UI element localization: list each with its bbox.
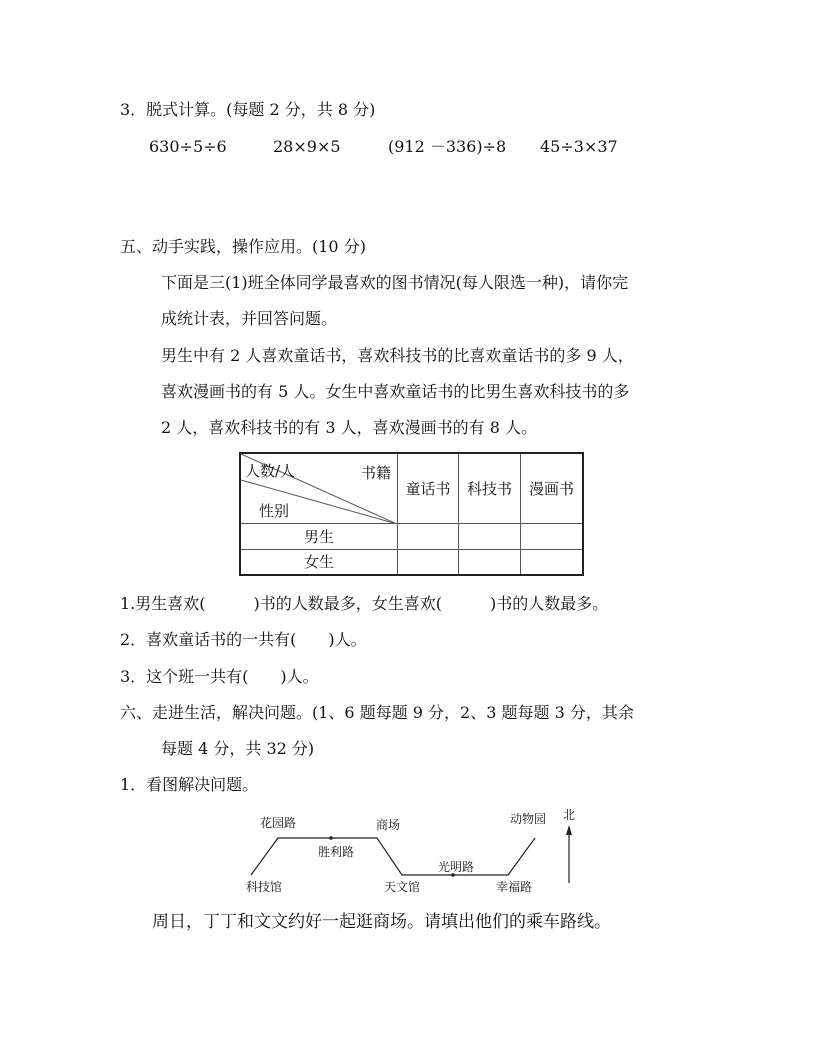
label-xingfu-road: 幸福路	[496, 880, 533, 894]
cell-girls-comic[interactable]	[521, 549, 584, 575]
q3-title: 3．脱式计算。(每题 2 分，共 8 分)	[120, 100, 376, 119]
cell-boys-science[interactable]	[459, 523, 521, 549]
section-5-paragraph-1a: 下面是三(1)班全体同学最喜欢的图书情况(每人限选一种)，请你完	[161, 273, 629, 292]
diagonal-header-cell	[240, 453, 398, 523]
label-huayuan-road: 花园路	[260, 816, 297, 830]
expr-4: 45÷3×37	[540, 137, 618, 156]
label-north: 北	[563, 808, 576, 822]
row-header-boys: 男生	[240, 523, 398, 549]
cell-boys-fairy-tale[interactable]	[398, 523, 459, 549]
section-6-title: 六、走进生活，解决问题。(1、6 题每题 9 分，2、3 题每题 3 分，其余	[120, 703, 634, 722]
expr-1: 630÷5÷6	[149, 137, 227, 156]
label-guangming-road: 光明路	[438, 860, 475, 874]
route-line	[251, 838, 535, 875]
section-6-title-cont: 每题 4 分，共 32 分)	[161, 739, 315, 758]
route-map	[238, 805, 583, 900]
section-5-paragraph-2b: 喜欢漫画书的有 5 人。女生中喜欢童话书的比男生喜欢科技书的多	[161, 382, 630, 401]
section-5-question-1: 1.男生喜欢( )书的人数最多，女生喜欢( )书的人数最多。	[120, 594, 609, 613]
header-gender: 性别	[259, 502, 290, 521]
label-science-museum: 科技馆	[246, 880, 283, 894]
statistics-table	[239, 452, 584, 576]
cell-girls-fairy-tale[interactable]	[398, 549, 459, 575]
cell-girls-science[interactable]	[459, 549, 521, 575]
section-6-question-1: 1．看图解决问题。	[120, 775, 259, 794]
row-header-girls: 女生	[240, 549, 398, 575]
section-5-title: 五、动手实践，操作应用。(10 分)	[120, 237, 366, 256]
label-zoo: 动物园	[510, 812, 547, 826]
col-header-comic: 漫画书	[521, 453, 584, 523]
col-header-science: 科技书	[459, 453, 521, 523]
section-5-question-3: 3．这个班一共有( )人。	[120, 667, 319, 686]
north-arrow-head-icon	[566, 825, 572, 835]
label-planetarium: 天文馆	[384, 880, 421, 894]
cell-boys-comic[interactable]	[521, 523, 584, 549]
section-6-map-question: 周日，丁丁和文文约好一起逛商场。请填出他们的乘车路线。	[152, 912, 611, 932]
q3-expressions	[0, 137, 816, 157]
col-header-fairy-tale: 童话书	[398, 453, 459, 523]
expr-2: 28×9×5	[273, 137, 341, 156]
section-5-question-2: 2．喜欢童话书的一共有( )人。	[120, 630, 367, 649]
section-5-paragraph-1b: 成统计表，并回答问题。	[161, 309, 338, 328]
section-5-paragraph-2c: 2 人，喜欢科技书的有 3 人，喜欢漫画书的有 8 人。	[161, 418, 537, 437]
section-5-paragraph-2a: 男生中有 2 人喜欢童话书，喜欢科技书的比喜欢童话书的多 9 人，	[161, 346, 634, 365]
header-people: 人数/人	[245, 462, 296, 481]
route-node	[329, 836, 333, 840]
label-shengli-road: 胜利路	[318, 845, 355, 859]
label-mall: 商场	[376, 818, 401, 832]
expr-3: (912 －336)÷8	[388, 137, 507, 156]
header-books: 书籍	[360, 464, 391, 483]
